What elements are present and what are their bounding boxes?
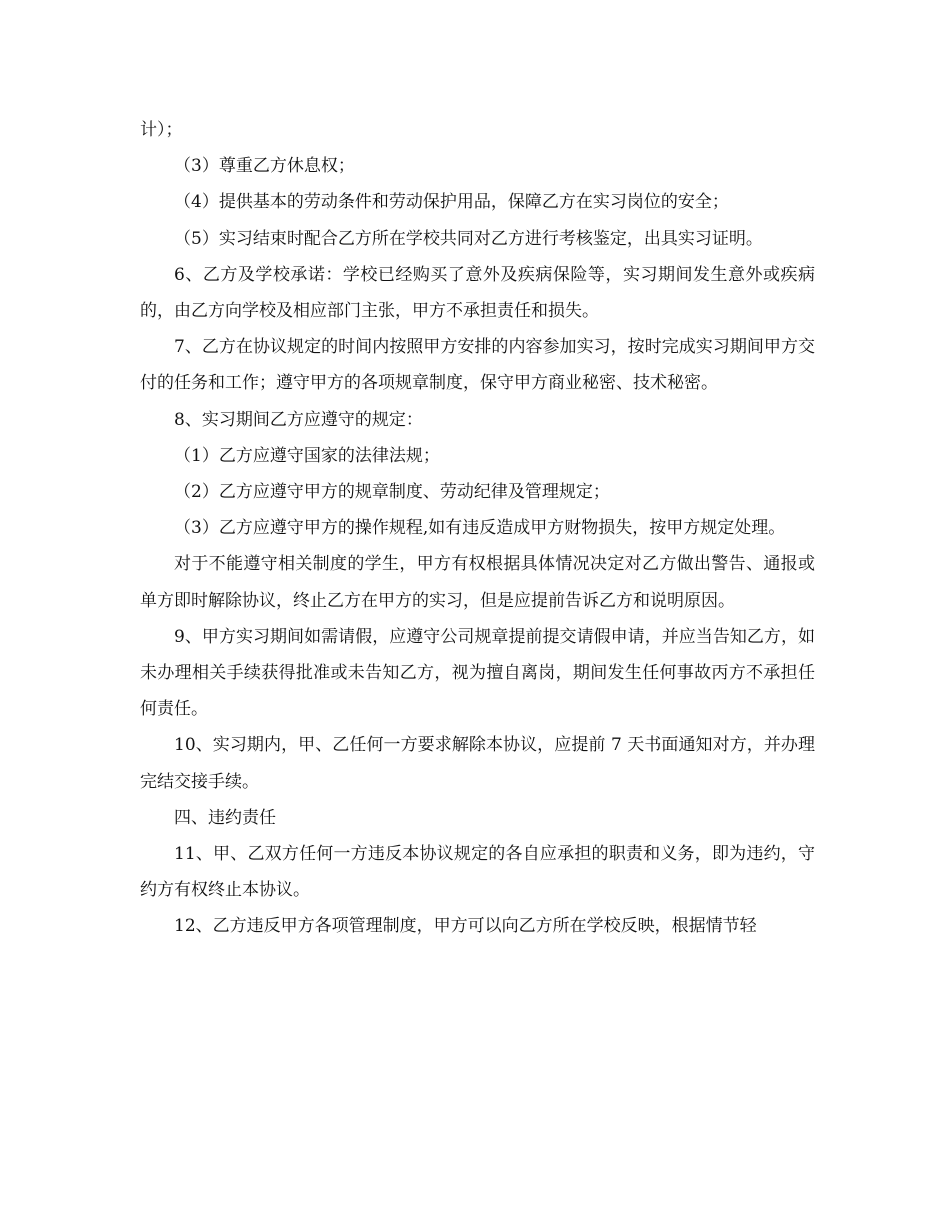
paragraph: （1）乙方应遵守国家的法律法规； — [174, 445, 440, 466]
paragraph: 7、乙方在协议规定的时间内按照甲方安排的内容参加实习，按时完成实习期间甲方交付的任务和工作；遵守甲方的各项规章制度，保守甲方商业秘密、技术秘密。 — [140, 337, 815, 394]
document-body — [140, 112, 815, 945]
paragraph: （2）乙方应遵守甲方的规章制度、劳动纪律及管理规定； — [174, 482, 610, 503]
paragraph: 四、违约责任 — [174, 807, 276, 828]
paragraph: 对于不能遵守相关制度的学生，甲方有权根据具体情况决定对乙方做出警告、通报或单方即时解除协议，终止乙方在甲方的实习，但是应提前告诉乙方和说明原因。 — [140, 554, 815, 611]
paragraph: （5）实习结束时配合乙方所在学校共同对乙方进行考核鉴定，出具实习证明。 — [174, 228, 763, 249]
paragraph: 计）； — [140, 120, 183, 140]
paragraph: 8、实习期间乙方应遵守的规定： — [174, 409, 423, 430]
paragraph: 12、乙方违反甲方各项管理制度，甲方可以向乙方所在学校反映，根据情节轻 — [174, 916, 757, 937]
paragraph: （3）乙方应遵守甲方的操作规程,如有违反造成甲方财物损失，按甲方规定处理。 — [174, 518, 786, 539]
paragraph: 11、甲、乙双方任何一方违反本协议规定的各自应承担的职责和义务，即为违约，守约方有权终止本协议。 — [140, 844, 815, 901]
paragraph: 6、乙方及学校承诺：学校已经购买了意外及疾病保险等，实习期间发生意外或疾病的，由乙方向学校及相应部门主张，甲方不承担责任和损失。 — [140, 264, 815, 322]
paragraph: 10、实习期内，甲、乙任何一方要求解除本协议，应提前 7 天书面通知对方，并办理完结交接手续。 — [140, 735, 815, 792]
paragraph: （4）提供基本的劳动条件和劳动保护用品，保障乙方在实习岗位的安全； — [174, 192, 729, 213]
paragraph: （3）尊重乙方休息权； — [174, 156, 355, 177]
paragraph: 9、甲方实习期间如需请假，应遵守公司规章提前提交请假申请，并应当告知乙方，如未办理相关手续获得批准或未告知乙方，视为擅自离岗，期间发生任何事故丙方不承担任何责任。 — [140, 626, 815, 720]
